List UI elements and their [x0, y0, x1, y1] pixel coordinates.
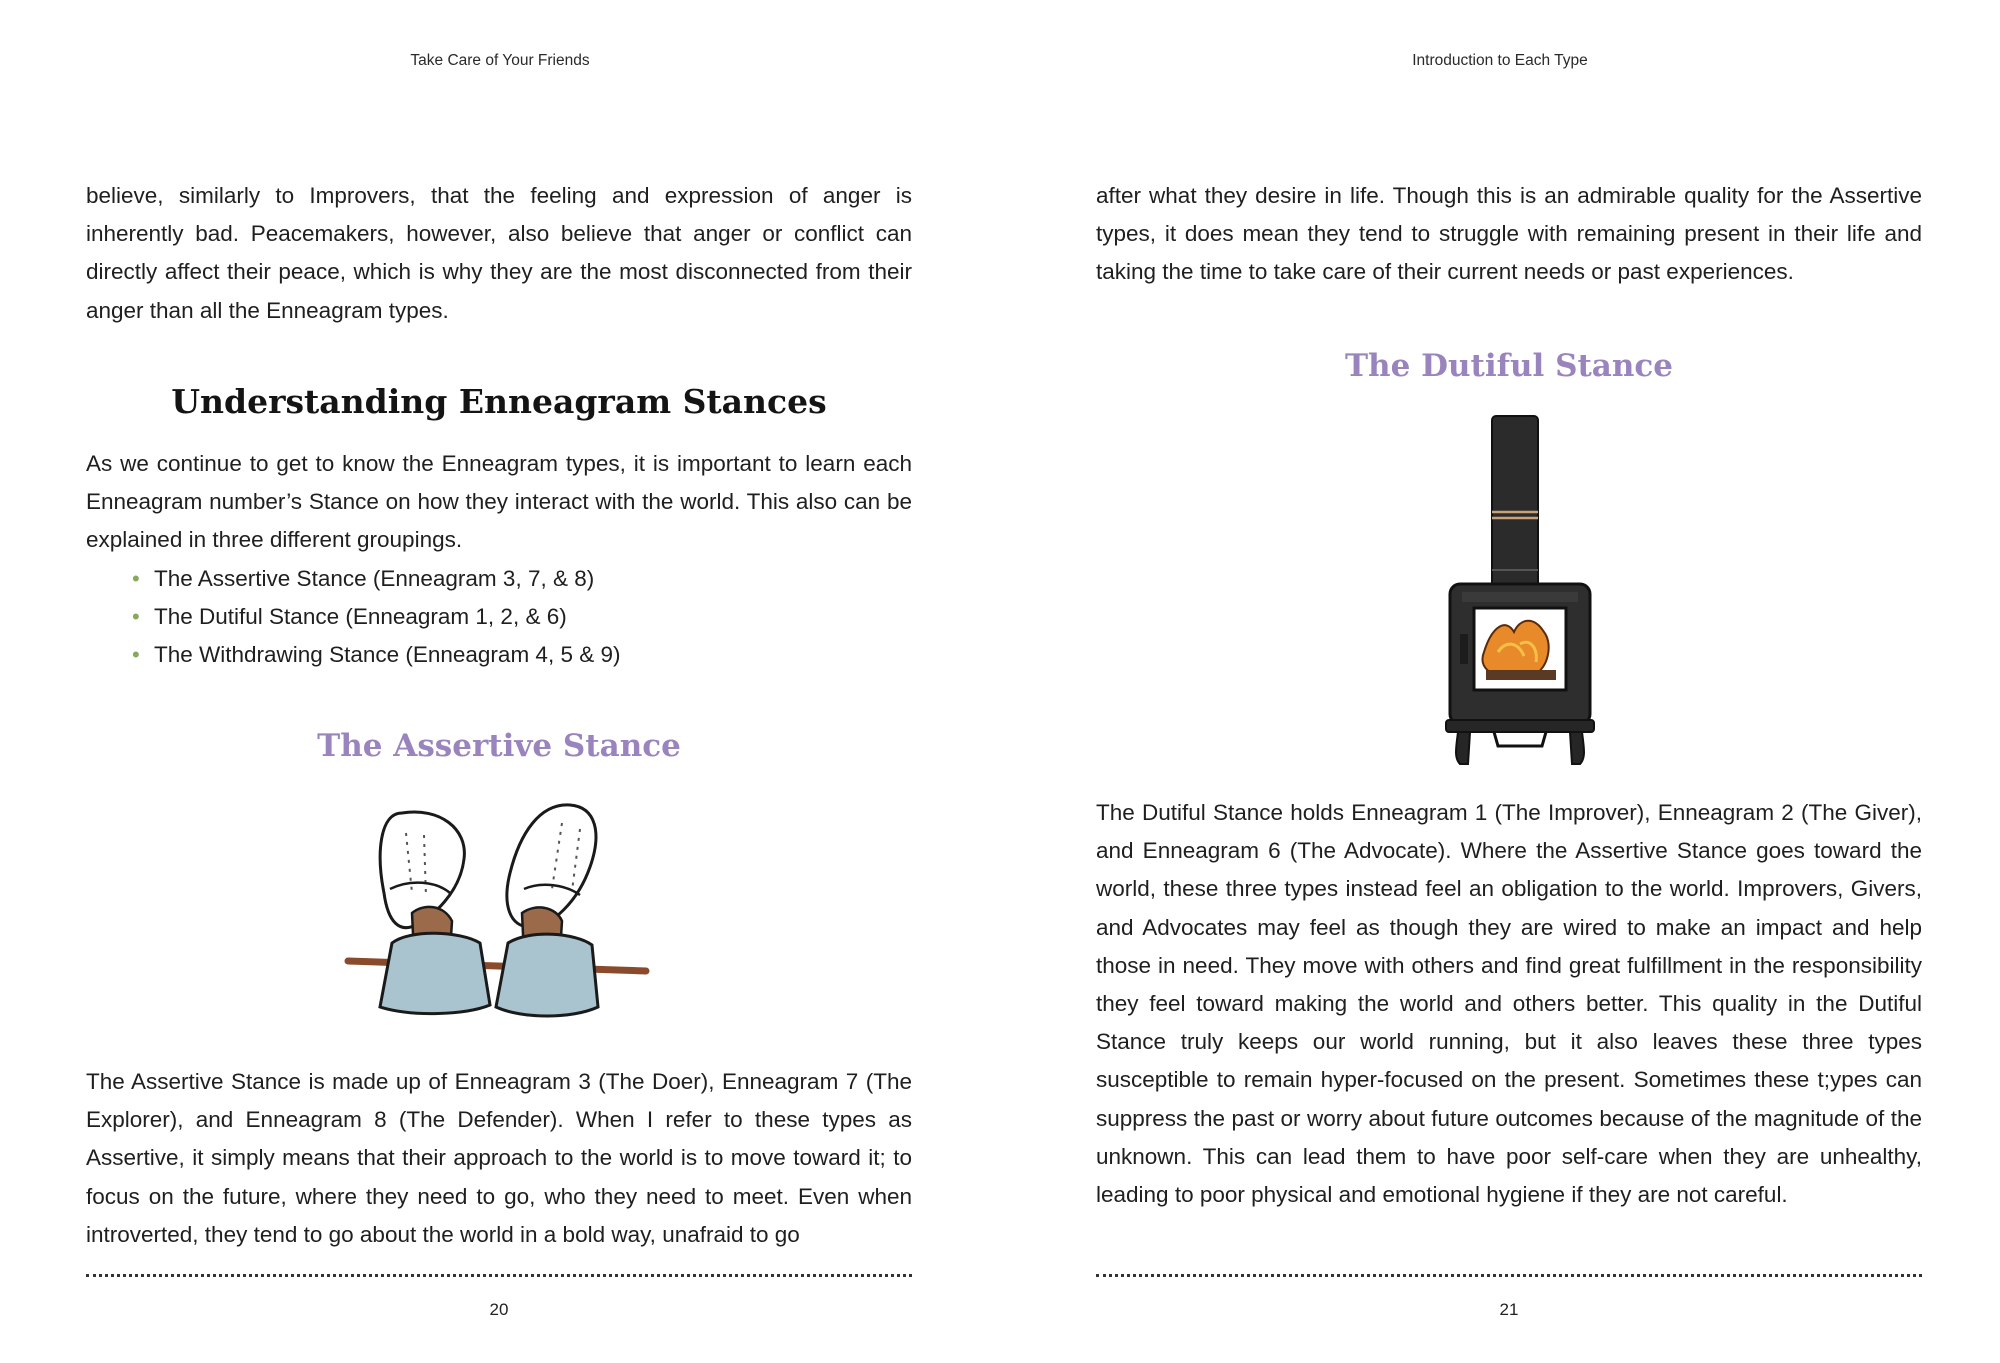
intro-paragraph: believe, similarly to Improvers, that the feeling and expression of anger is inherently bad. Peacemakers, however, also believe that anger or conflict can directly affect their peace, which is why they are the most disconnected from their anger than all the Enneagram types. [86, 183, 912, 323]
stance-list [86, 560, 912, 675]
stances-heading: Understanding Enneagram Stances [171, 382, 827, 421]
dutiful-heading: The Dutiful Stance [1344, 348, 1673, 384]
assertive-heading: The Assertive Stance [317, 728, 681, 764]
footer-divider-left [86, 1274, 912, 1277]
bullet-icon: • [132, 565, 140, 591]
right-continued-block [1096, 177, 1922, 292]
stove-illustration [1440, 412, 1600, 772]
stances-paragraph: As we continue to get to know the Enneagram types, it is important to learn each Enneagram number’s Stance on how they interact with the world. This also can be explained in three different groupings. [86, 451, 912, 553]
running-head-left: Take Care of Your Friends [410, 52, 590, 69]
page-number-left: 20 [489, 1300, 509, 1319]
left-intro-block [86, 177, 912, 330]
list-item: • The Withdrawing Stance (Enneagram 4, 5 & 9) [132, 636, 912, 674]
feet-illustration [340, 793, 660, 1033]
dutiful-body-block [1096, 794, 1922, 1214]
dutiful-heading-block [1096, 348, 1922, 384]
continued-paragraph: after what they desire in life. Though this is an admirable quality for the Assertive types, it does mean they tend to struggle with remaining present in their life and taking the time to take care of their current needs or past experiences. [1096, 183, 1922, 285]
page-number-right: 21 [1499, 1300, 1519, 1319]
list-item: • The Dutiful Stance (Enneagram 1, 2, & 6) [132, 598, 912, 636]
stances-intro-block [86, 445, 912, 674]
right-page [1000, 0, 2000, 1363]
bullet-icon: • [132, 603, 140, 629]
bullet-icon: • [132, 642, 140, 668]
stances-heading-block [86, 382, 912, 421]
list-item: • The Assertive Stance (Enneagram 3, 7, & 8) [132, 560, 912, 598]
assertive-body-block [86, 1063, 912, 1254]
assertive-paragraph: The Assertive Stance is made up of Enneagram 3 (The Doer), Enneagram 7 (The Explorer), and Enneagram 8 (The Defender). When I refer to these types as Assertive, it simply means that their approach to the world is to move toward it; to focus on the future, where they need to go, who they need to meet. Even when introverted, they tend to go about the world in a bold way, unafraid to go [86, 1069, 912, 1247]
dutiful-paragraph: The Dutiful Stance holds Enneagram 1 (The Improver), Enneagram 2 (The Giver), and Enneagram 6 (The Advocate). Where the Assertive Stance goes toward the world, these three types instead feel an obligation to the world. Improvers, Givers, and Advocates may feel as though they are wired to make an impact and help those in need. They move with others and find great fulfillment in the responsibility they feel toward making the world and others better. This quality in the Dutiful Stance truly keeps our world running, but it also leaves these three types susceptible to remain hyper-focused on the present. Sometimes these t;ypes can suppress the past or worry about future outcomes because of the magnitude of the unknown. This can lead them to have poor self-care when they are unhealthy, leading to poor physical and emotional hygiene if they are not careful. [1096, 800, 1922, 1208]
sneakers-icon [340, 793, 660, 1033]
wood-stove-icon [1440, 412, 1600, 772]
assertive-heading-block [86, 728, 912, 764]
running-head-right: Introduction to Each Type [1412, 52, 1588, 69]
footer-divider-right [1096, 1274, 1922, 1277]
